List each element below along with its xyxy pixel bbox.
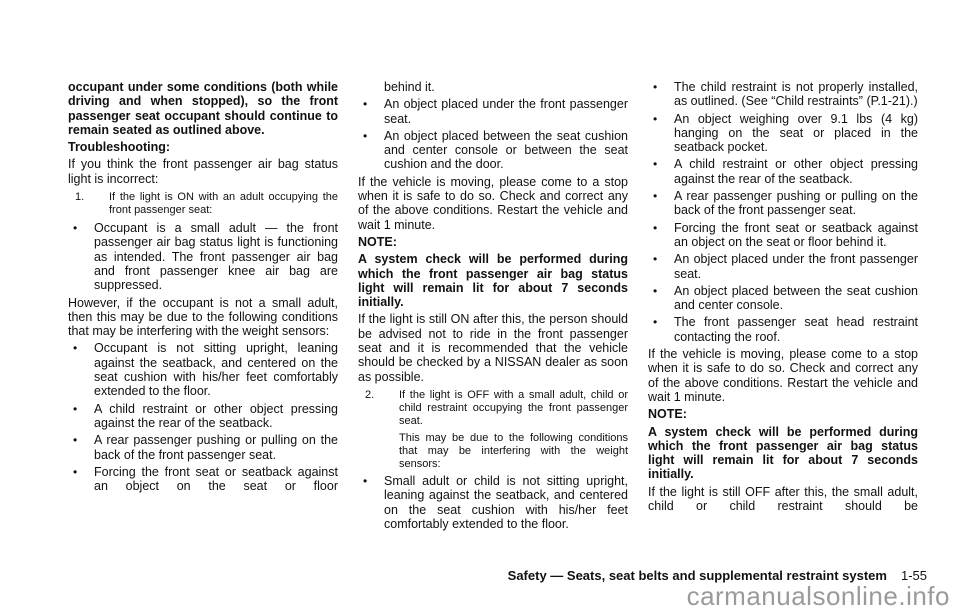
bullet-item — [648, 252, 918, 281]
bullet-icon: • — [653, 220, 658, 235]
bullet-icon: • — [653, 111, 658, 126]
bullet-icon: • — [653, 189, 658, 204]
note-heading: NOTE: — [358, 234, 397, 249]
bullet-icon: • — [363, 473, 368, 488]
bullet-icon: • — [73, 401, 78, 416]
bold-paragraph: A system check will be performed during which the front passenger air bag status light will remain lit for about 7 seconds initially. — [648, 424, 918, 482]
bullet-text: An object weighing over 9.1 lbs (4 kg) hanging on the seat or placed in the seatback pocket. — [674, 111, 918, 155]
paragraph: If the light is still ON after this, the person should be advised not to ride in the front passenger seat and it is recommended that the vehicle should be checked by a NISSAN dealer as soon as possible. — [358, 312, 628, 384]
text-column-2 — [358, 80, 628, 534]
bullet-item — [358, 97, 628, 126]
section-heading: Troubleshooting: — [68, 140, 171, 155]
bullet-text: Small adult or child is not sitting upright, leaning against the seatback, and centered on the seat cushion with his/her feet comfortably extended to the floor. — [384, 473, 628, 531]
bullet-text: An object placed under the front passenger seat. — [674, 252, 918, 281]
bold-paragraph: A system check will be performed during which the front passenger air bag status light will remain lit for about 7 seconds initially. — [358, 252, 628, 310]
step-number: 2. — [365, 388, 375, 401]
bullet-icon: • — [73, 341, 78, 356]
bullet-text: The child restraint is not properly installed, as outlined. (See “Child restraints” (P.1-21).) — [674, 80, 918, 109]
text-column-1 — [68, 80, 338, 534]
bullet-icon: • — [73, 221, 78, 236]
bold-paragraph: occupant under some conditions (both while driving and when stopped), so the front passenger seat occupant should continue to remain seated as outlined above. — [68, 80, 338, 137]
paragraph: If the vehicle is moving, please come to a stop when it is safe to do so. Check and correct any of the above conditions. Restart the vehicle and wait 1 minute. — [358, 174, 628, 232]
step-text: If the light is ON with an adult occupying the front passenger seat: — [109, 191, 338, 217]
bullet-icon: • — [653, 283, 658, 298]
watermark: carmanualsonline.info — [686, 581, 950, 611]
paragraph: If the vehicle is moving, please come to a stop when it is safe to do so. Check and correct any of the above conditions. Restart the vehicle and wait 1 minute. — [648, 347, 918, 404]
paragraph: If the light is still OFF after this, the small adult, child or child restraint should be — [648, 484, 918, 514]
step-text: If the light is OFF with a small adult, child or child restraint occupying the front passenger seat. — [399, 388, 628, 427]
bullet-continuation: behind it. — [384, 80, 435, 94]
footer-page-number: 1-55 — [900, 568, 927, 583]
bullet-text: A rear passenger pushing or pulling on the back of the front passenger seat. — [94, 433, 338, 462]
footer-section-title: Safety — Seats, seat belts and supplemental restraint system — [507, 568, 887, 583]
bullet-text: An object placed under the front passenger seat. — [384, 97, 628, 126]
bullet-icon: • — [73, 464, 78, 479]
bullet-icon: • — [363, 128, 368, 143]
bullet-item — [358, 129, 628, 172]
numbered-step — [68, 191, 338, 217]
bullet-item — [68, 402, 338, 431]
step-note: This may be due to the following conditions that may be interfering with the weight sensors: — [399, 431, 628, 470]
bullet-text: A rear passenger pushing or pulling on the back of the front passenger seat. — [674, 189, 918, 218]
bullet-item — [648, 157, 918, 186]
bullet-item — [648, 315, 918, 344]
bullet-text: Occupant is not sitting upright, leaning against the seatback, and centered on the seat cushion with his/her feet comfortably extended to the floor. — [94, 341, 338, 399]
bullet-item — [648, 284, 918, 313]
bullet-text: The front passenger seat head restraint contacting the roof. — [674, 315, 918, 344]
bullet-item — [648, 80, 918, 109]
note-heading: NOTE: — [648, 407, 687, 422]
bullet-item — [68, 433, 338, 462]
bullet-item — [68, 341, 338, 398]
bullet-icon: • — [653, 80, 658, 94]
bullet-text: Forcing the front seat or seatback against an object on the seat or floor behind it. — [674, 220, 918, 249]
numbered-step — [358, 389, 628, 428]
bullet-icon: • — [653, 157, 658, 172]
bullet-icon: • — [653, 252, 658, 267]
manual-page-body — [68, 80, 918, 534]
bullet-icon: • — [653, 315, 658, 330]
bullet-item — [358, 474, 628, 531]
bullet-text: An object placed between the seat cushion and center console. — [674, 283, 918, 313]
bullet-text: Forcing the front seat or seatback against an object on the seat or floor — [94, 464, 338, 494]
text-column-3 — [648, 80, 918, 534]
bullet-text: Occupant is a small adult — the front passenger air bag status light is functioning as intended. The front passenger air bag and front passenger knee air bag are suppressed. — [94, 221, 338, 293]
bullet-text: A child restraint or other object pressing against the rear of the seatback. — [94, 401, 338, 430]
step-number: 1. — [75, 191, 85, 204]
bullet-icon: • — [363, 97, 368, 112]
bullet-text: An object placed between the seat cushion and center console or between the seat cushion and the door. — [384, 128, 628, 172]
bullet-item — [68, 465, 338, 494]
paragraph: If you think the front passenger air bag status light is incorrect: — [68, 157, 338, 186]
bullet-item — [68, 221, 338, 292]
bullet-icon: • — [73, 433, 78, 448]
paragraph: However, if the occupant is not a small adult, then this may be due to the following conditions that may be interfering with the weight sensors: — [68, 295, 338, 339]
bullet-item — [648, 112, 918, 155]
bullet-text: A child restraint or other object pressing against the rear of the seatback. — [674, 157, 918, 186]
bullet-item — [648, 221, 918, 250]
bullet-item — [648, 189, 918, 218]
